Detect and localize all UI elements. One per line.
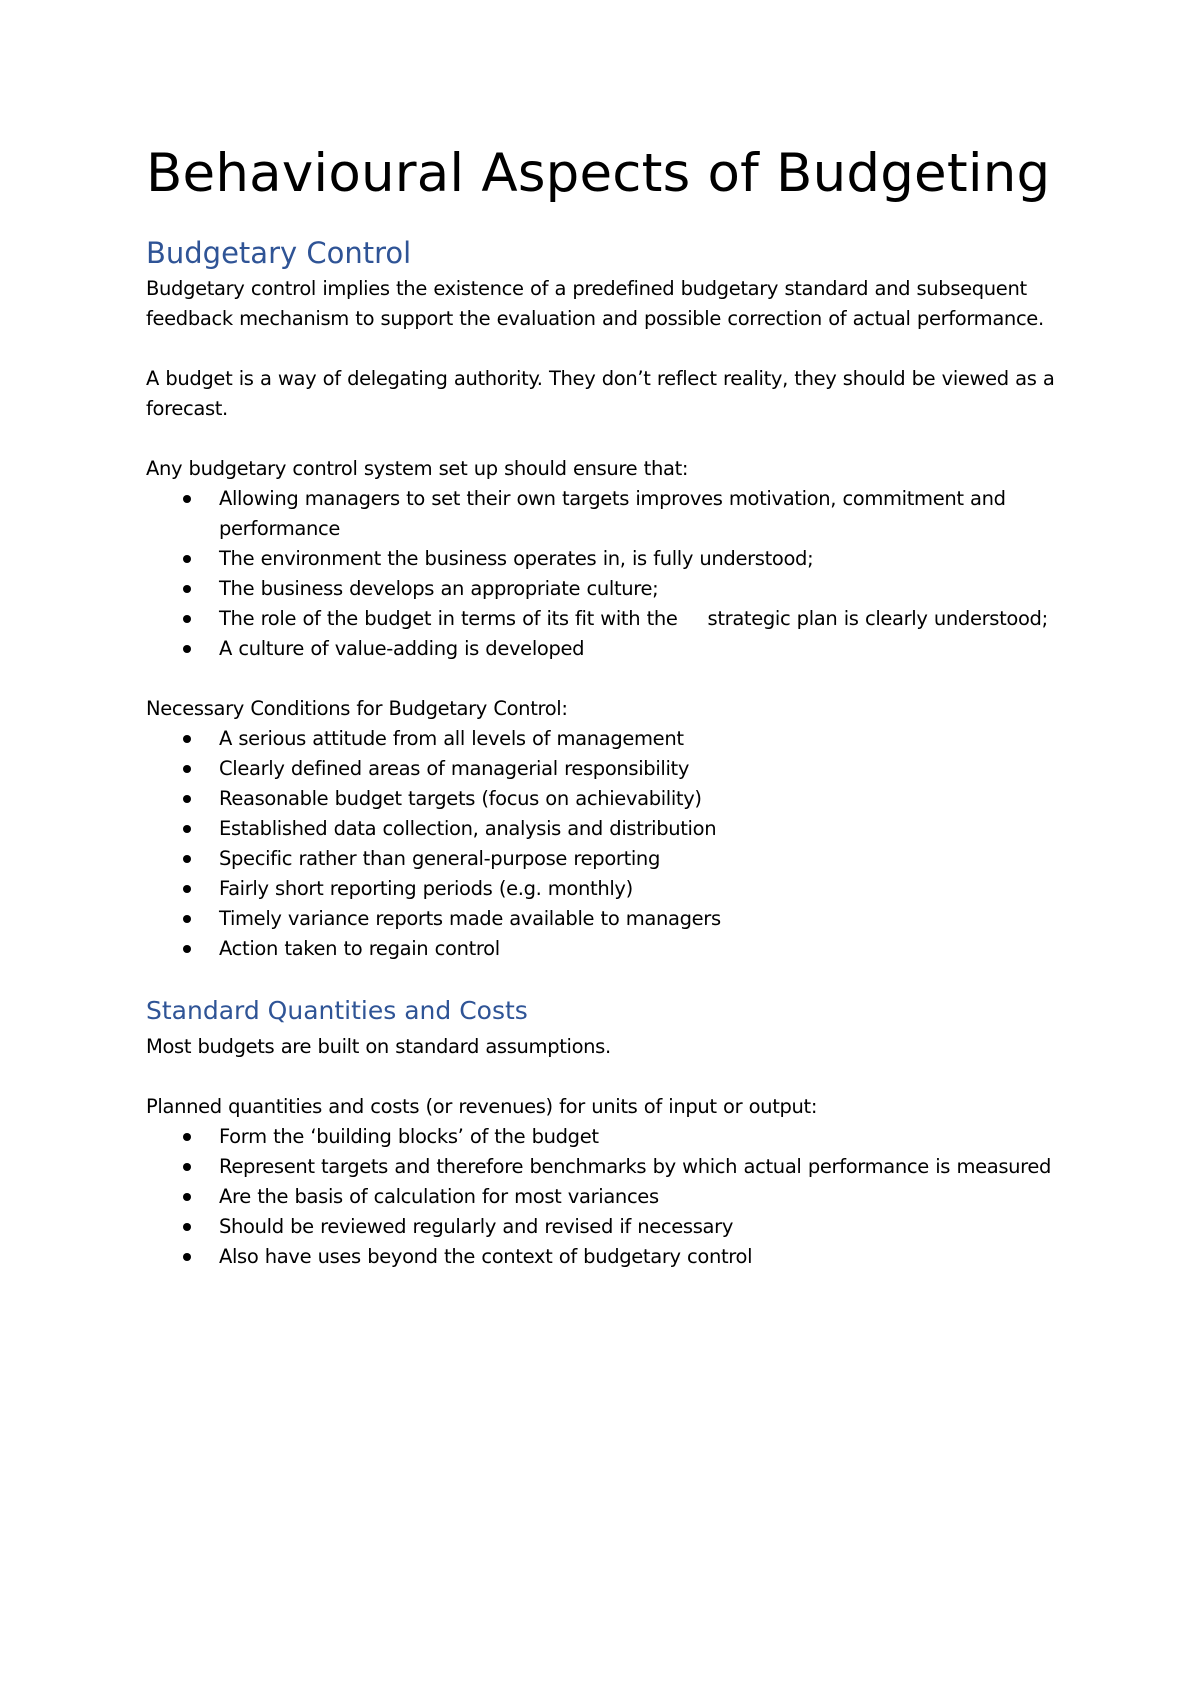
list-item-text: Established data collection, analysis and distribution bbox=[219, 817, 717, 840]
heading-standard-quantities: Standard Quantities and Costs bbox=[146, 996, 528, 1025]
paragraph-standard-assumptions: Most budgets are built on standard assumptions. bbox=[146, 1035, 611, 1058]
list-item bbox=[146, 1182, 1076, 1212]
paragraph-spacer bbox=[146, 1062, 1076, 1092]
list-item-text: A serious attitude from all levels of management bbox=[219, 727, 684, 750]
list-item bbox=[146, 1122, 1076, 1152]
bullet-icon bbox=[183, 885, 191, 893]
list-item-text: A culture of value-adding is developed bbox=[219, 637, 585, 660]
list-lead-planned-quantities: Planned quantities and costs (or revenues) for units of input or output: bbox=[146, 1095, 818, 1118]
list-item-text: The role of the budget in terms of its fit with the bbox=[219, 607, 678, 630]
list-item bbox=[146, 574, 1076, 604]
list-item bbox=[146, 1152, 1076, 1182]
list-item-text: Specific rather than general-purpose reporting bbox=[219, 847, 660, 870]
bullet-icon bbox=[183, 735, 191, 743]
list-item bbox=[146, 754, 1076, 784]
paragraph-spacer bbox=[146, 424, 1076, 454]
list-item-text: Allowing managers to set their own targets improves motivation, commitment and performance bbox=[219, 487, 1006, 540]
document-title: Behavioural Aspects of Budgeting bbox=[146, 143, 1051, 204]
list-item bbox=[146, 634, 1076, 664]
list-item-text-continuation: strategic plan is clearly understood; bbox=[707, 607, 1048, 630]
list-item-text: Also have uses beyond the context of budgetary control bbox=[219, 1245, 753, 1268]
list-item-text: Clearly defined areas of managerial responsibility bbox=[219, 757, 690, 780]
list-item-text: Should be reviewed regularly and revised if necessary bbox=[219, 1215, 734, 1238]
list-lead-control-system: Any budgetary control system set up should ensure that: bbox=[146, 457, 689, 480]
bullet-icon bbox=[183, 645, 191, 653]
list-item bbox=[146, 814, 1076, 844]
list-item-text: Fairly short reporting periods (e.g. monthly) bbox=[219, 877, 633, 900]
bullet-icon bbox=[183, 615, 191, 623]
list-item bbox=[146, 784, 1076, 814]
bullet-list-planned-quantities bbox=[146, 1122, 1076, 1272]
bullet-icon bbox=[183, 765, 191, 773]
paragraph-budget-delegation: A budget is a way of delegating authority. They don’t reflect reality, they should be viewed as a forecast. bbox=[146, 367, 1055, 420]
list-item-text: Timely variance reports made available to managers bbox=[219, 907, 721, 930]
list-item bbox=[146, 844, 1076, 874]
paragraph-spacer bbox=[146, 334, 1076, 364]
document-body bbox=[146, 142, 1076, 1272]
list-item bbox=[146, 544, 1076, 574]
paragraph-spacer bbox=[146, 664, 1076, 694]
bullet-icon bbox=[183, 495, 191, 503]
list-item-text: Are the basis of calculation for most variances bbox=[219, 1185, 659, 1208]
list-item-text: The environment the business operates in, is fully understood; bbox=[219, 547, 814, 570]
bullet-icon bbox=[183, 825, 191, 833]
list-item bbox=[146, 484, 1076, 544]
bullet-icon bbox=[183, 855, 191, 863]
list-item bbox=[146, 904, 1076, 934]
list-lead-necessary-conditions: Necessary Conditions for Budgetary Control: bbox=[146, 697, 568, 720]
bullet-icon bbox=[183, 585, 191, 593]
bullet-icon bbox=[183, 555, 191, 563]
list-item-text: Form the ‘building blocks’ of the budget bbox=[219, 1125, 599, 1148]
list-item bbox=[146, 724, 1076, 754]
bullet-icon bbox=[183, 1133, 191, 1141]
list-item bbox=[146, 874, 1076, 904]
bullet-list-control-system bbox=[146, 484, 1076, 664]
list-item-text: The business develops an appropriate culture; bbox=[219, 577, 659, 600]
list-item bbox=[146, 604, 1076, 634]
bullet-icon bbox=[183, 795, 191, 803]
bullet-icon bbox=[183, 1253, 191, 1261]
bullet-list-necessary-conditions bbox=[146, 724, 1076, 964]
list-item bbox=[146, 1212, 1076, 1242]
bullet-icon bbox=[183, 915, 191, 923]
bullet-icon bbox=[183, 1163, 191, 1171]
list-item bbox=[146, 934, 1076, 964]
bullet-icon bbox=[183, 1193, 191, 1201]
bullet-icon bbox=[183, 945, 191, 953]
list-item bbox=[146, 1242, 1076, 1272]
bullet-icon bbox=[183, 1223, 191, 1231]
list-item-text: Reasonable budget targets (focus on achievability) bbox=[219, 787, 702, 810]
paragraph-budgetary-control-definition: Budgetary control implies the existence of a predefined budgetary standard and subsequent feedback mechanism to support the evaluation and possible correction of actual performance. bbox=[146, 277, 1044, 330]
heading-budgetary-control: Budgetary Control bbox=[146, 236, 412, 270]
list-item-text: Action taken to regain control bbox=[219, 937, 500, 960]
list-item-text: Represent targets and therefore benchmarks by which actual performance is measured bbox=[219, 1155, 1052, 1178]
